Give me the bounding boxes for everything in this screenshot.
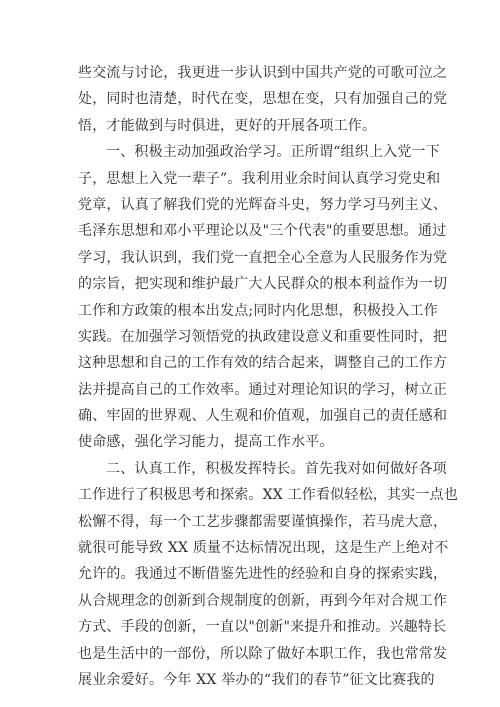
text-line: 悟，才能做到与时俱进，更好的开展各项工作。 — [78, 117, 377, 134]
text-line: 确、牢固的世界观、人生观和价值观，加强自己的责任感和 — [78, 408, 448, 425]
text-line: 使命感，强化学习能力，提高工作水平。 — [78, 434, 334, 451]
text-line: 法并提高自己的工作效率。通过对理论知识的学习，树立正 — [78, 381, 448, 398]
text-line: 也是生活中的一部份，所以除了做好本职工作，我也常常发 — [78, 645, 448, 662]
text-line: 二、认真工作，积极发挥特长。首先我对如何做好各项 — [106, 460, 447, 477]
text-line: 毛泽东思想和邓小平理论以及"三个代表"的重要思想。通过 — [78, 223, 447, 240]
text-line: 这种思想和自己的工作有效的结合起来，调整自己的工作方 — [78, 355, 448, 372]
text-line: 实践。在加强学习领悟党的执政建设意义和重要性同时，把 — [78, 328, 448, 345]
text-line: 工作和方政策的根本出发点;同时内化思想，积极投入工作 — [78, 302, 438, 319]
text-line: 就很可能导致 XX 质量不达标情况出现，这是生产上绝对不 — [78, 540, 449, 557]
text-line: 允许的。我通过不断借鉴先进性的经验和自身的探索实践， — [78, 566, 448, 583]
text-line: 的宗旨，把实现和维护最广大人民群众的根本利益作为一切 — [78, 276, 448, 293]
text-line: 展业余爱好。今年 XX 举办的“我们的春节”征文比赛我的 — [78, 671, 435, 688]
text-line: 子，思想上入党一辈子”。我利用业余时间认真学习党史和 — [78, 170, 441, 187]
text-line: 方式、手段的创新，一直以"创新"来提升和推动。兴趣特长 — [78, 619, 447, 636]
text-line: 处，同时也清楚，时代在变，思想在变，只有加强自己的党 — [78, 91, 448, 108]
text-line: 些交流与讨论，我更进一步认识到中国共产党的可歌可泣之 — [78, 65, 448, 81]
text-line: 松懈不得，每一个工艺步骤都需要谨慎操作，若马虎大意， — [78, 513, 448, 530]
text-line: 工作进行了积极思考和探索。XX 工作看似轻松，其实一点也 — [78, 487, 458, 504]
text-line: 一、积极主动加强政治学习。正所谓“组织上入党一下 — [106, 144, 440, 161]
text-line: 从合规理念的创新到合规制度的创新，再到今年对合规工作 — [78, 592, 448, 609]
text-line: 学习，我认识到，我们党一直把全心全意为人民服务作为党 — [78, 249, 448, 266]
document-body — [78, 60, 458, 693]
text-line: 党章，认真了解我们党的光辉奋斗史，努力学习马列主义、 — [78, 196, 448, 213]
